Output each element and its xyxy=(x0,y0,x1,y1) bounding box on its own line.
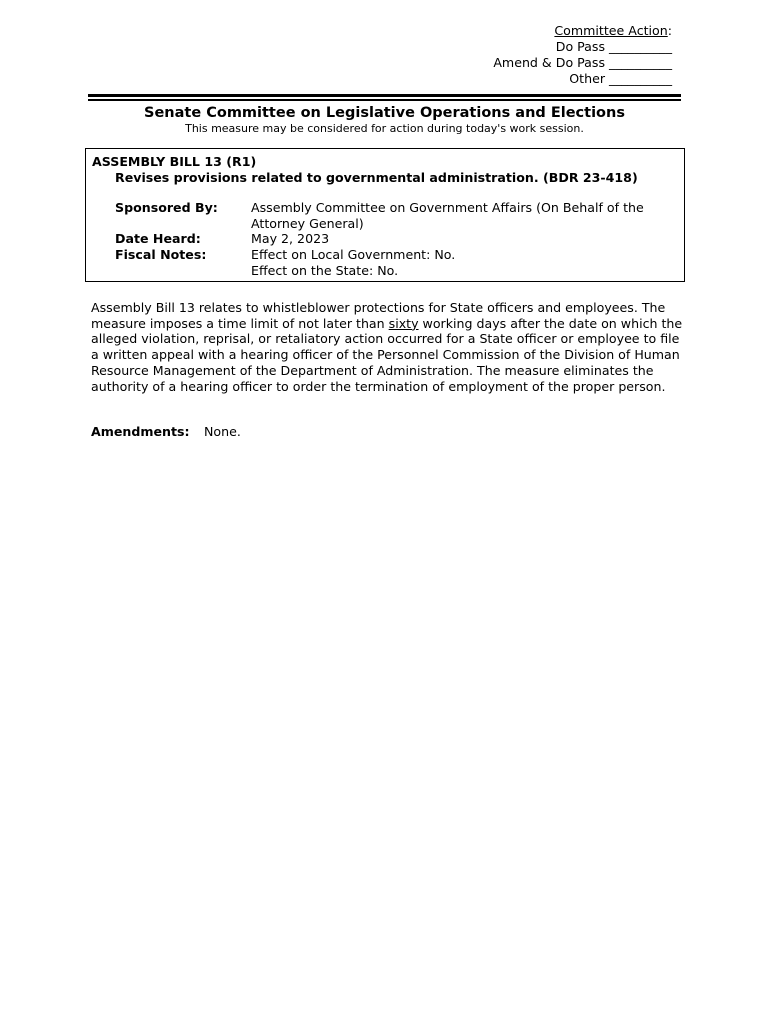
committee-action-block xyxy=(493,23,672,87)
sponsored-by-label: Sponsored By: xyxy=(115,200,218,215)
action-option-amend-do-pass: Amend & Do Pass __________ xyxy=(493,55,672,70)
bill-info-box xyxy=(85,148,685,282)
committee-action-heading xyxy=(493,23,672,39)
committee-action-title: Committee Action xyxy=(554,23,668,38)
summary-text-start: Assembly Bill 13 relates to whistleblower protections for State officers and employees. The measure imposes a time limit of not later than xyxy=(91,300,666,331)
amendments-value: None. xyxy=(204,424,241,439)
bill-description: Revises provisions related to governmental administration. (BDR 23-418) xyxy=(115,170,638,185)
committee-subtitle: This measure may be considered for action during today's work session. xyxy=(185,122,584,135)
fiscal-notes-local: Effect on Local Government: No. xyxy=(251,247,456,262)
date-heard-label: Date Heard: xyxy=(115,231,201,246)
sponsored-by-line2: Attorney General) xyxy=(251,216,364,231)
bill-id: ASSEMBLY BILL 13 (R1) xyxy=(92,154,257,169)
bill-summary xyxy=(91,300,686,394)
fiscal-notes-state: Effect on the State: No. xyxy=(251,263,399,278)
action-option-other: Other __________ xyxy=(569,71,672,86)
fiscal-notes-label: Fiscal Notes: xyxy=(115,247,207,262)
amendments-label: Amendments: xyxy=(91,424,190,439)
summary-text-end: working days after the date on which the alleged violation, reprisal, or retaliatory action occurred for a State officer or employee to file a written appeal with a hearing officer of the Personnel Commission of the Division of Human Resource Management of the Department of Administration. The measure eliminates the authority of a hearing officer to order the termination of employment of the proper person. xyxy=(91,315,683,394)
header-divider-top xyxy=(88,94,681,97)
date-heard-value: May 2, 2023 xyxy=(251,231,330,246)
action-option-do-pass: Do Pass __________ xyxy=(555,39,672,54)
committee-action-colon: : xyxy=(667,23,672,38)
summary-underlined-term: sixty xyxy=(388,315,419,331)
committee-title: Senate Committee on Legislative Operations and Elections xyxy=(144,105,625,121)
sponsored-by-line1: Assembly Committee on Government Affairs (On Behalf of the xyxy=(251,200,644,215)
header-divider-bottom xyxy=(88,99,681,101)
